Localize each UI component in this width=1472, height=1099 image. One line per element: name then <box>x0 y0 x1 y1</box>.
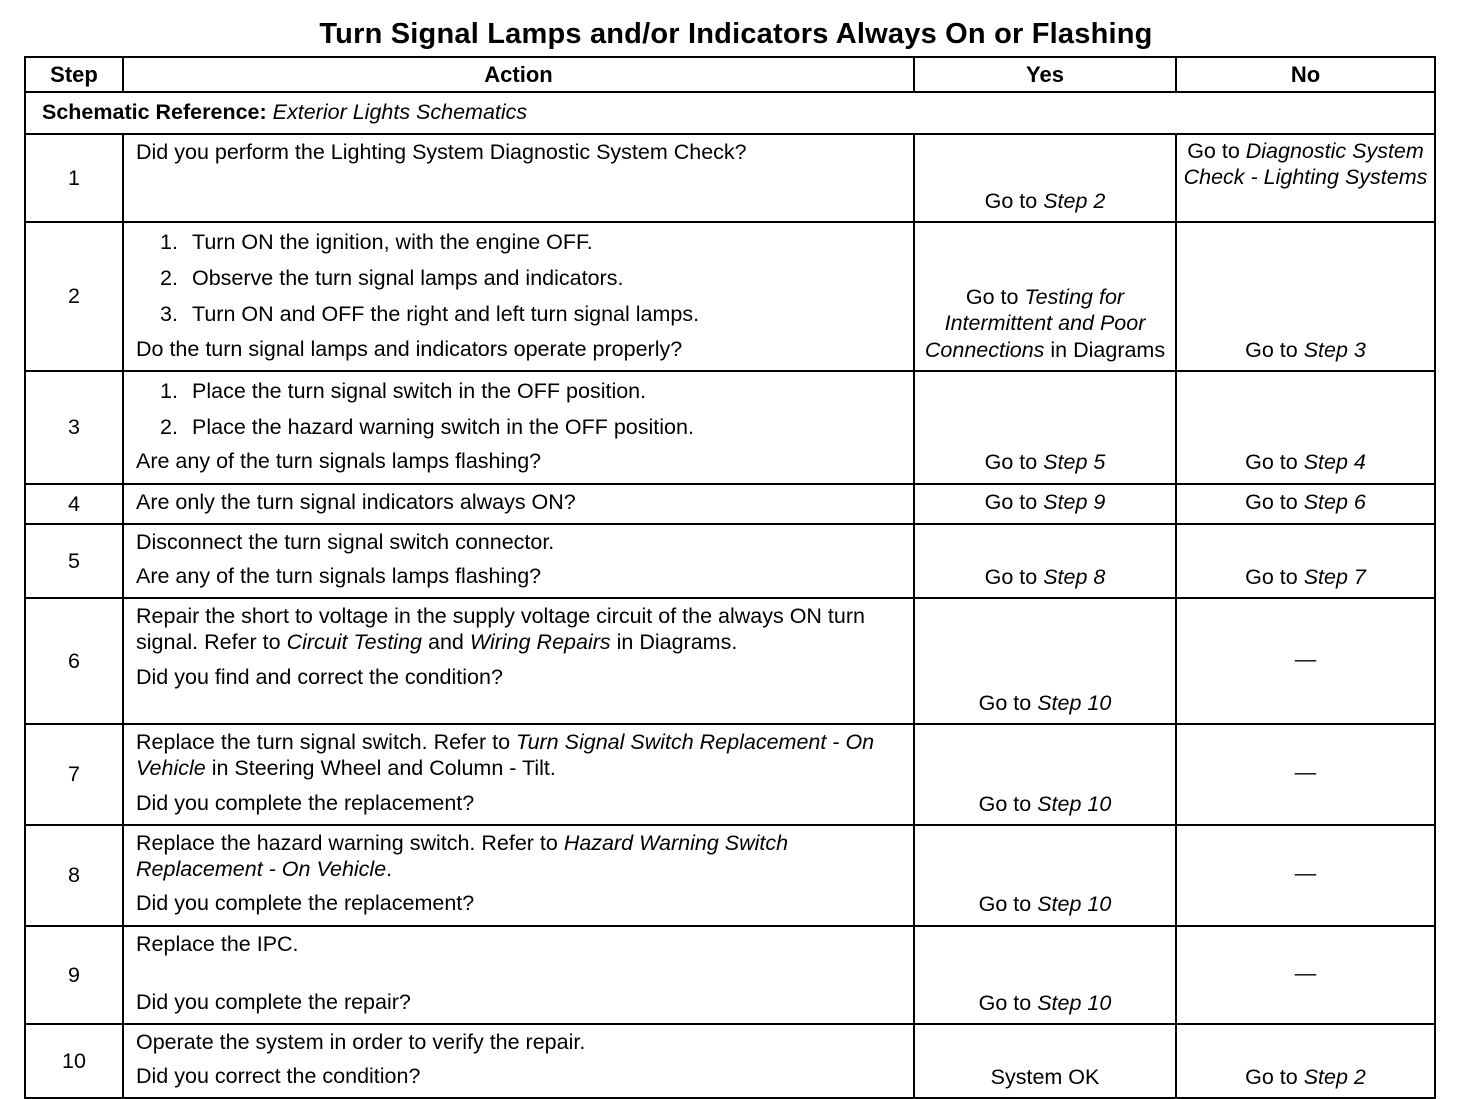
no-prefix: Go to <box>1245 337 1304 362</box>
yes-prefix: Go to <box>965 285 1025 310</box>
yes-cell <box>914 524 1176 598</box>
no-step-link[interactable]: Step 4 <box>1303 450 1366 475</box>
yes-prefix: Go to <box>978 990 1038 1015</box>
yes-step-link[interactable]: Step 5 <box>1043 450 1106 475</box>
table-row <box>25 134 1435 222</box>
table-row <box>25 926 1435 1024</box>
yes-prefix: Go to <box>978 892 1038 917</box>
action-instruction: Replace the hazard warning switch. Refer to Hazard Warning Switch Replacement - On Vehicle. <box>136 830 789 882</box>
schematic-reference-row <box>25 92 1435 134</box>
no-cell: — <box>1176 724 1435 825</box>
yes-prefix: Go to <box>984 489 1044 514</box>
yes-cell <box>914 724 1176 825</box>
action-instruction: Operate the system in order to verify the repair. <box>136 1029 586 1054</box>
yes-cell: System OK <box>914 1024 1176 1098</box>
no-step-link[interactable]: Step 2 <box>1303 1065 1366 1090</box>
action-cell <box>123 724 914 825</box>
action-cell <box>123 134 914 222</box>
no-cell <box>1176 1024 1435 1098</box>
yes-prefix: Go to <box>978 791 1038 816</box>
header-step: Step <box>25 57 123 92</box>
yes-step-link[interactable]: Step 10 <box>1037 690 1112 715</box>
wiring-repairs-link[interactable]: Wiring Repairs <box>469 630 611 655</box>
yes-step-link[interactable]: Step 10 <box>1037 990 1112 1015</box>
yes-cell <box>914 825 1176 926</box>
no-prefix: Go to <box>1245 489 1304 514</box>
action-cell <box>123 371 914 484</box>
no-cell <box>1176 371 1435 484</box>
no-step-link[interactable]: Diagnostic System Check - Lighting Systems <box>1183 139 1428 190</box>
no-prefix: Go to <box>1187 139 1246 163</box>
action-cell <box>123 222 914 371</box>
replacement-procedure-link[interactable]: Turn Signal Switch Replacement - On Vehicle <box>136 730 875 781</box>
yes-cell <box>914 598 1176 724</box>
no-prefix: Go to <box>1245 1065 1304 1090</box>
circuit-testing-link[interactable]: Circuit Testing <box>286 630 423 655</box>
action-question: Do the turn signal lamps and indicators operate properly? <box>136 336 683 361</box>
action-cell <box>123 926 914 1024</box>
step-number: 10 <box>25 1024 123 1098</box>
schematic-reference <box>25 92 1435 134</box>
yes-prefix: Go to <box>984 564 1044 589</box>
header-action: Action <box>123 57 914 92</box>
yes-cell <box>914 222 1176 371</box>
header-row <box>25 57 1435 92</box>
action-question: Did you complete the repair? <box>136 989 411 1014</box>
no-cell <box>1176 484 1435 524</box>
action-question: Did you perform the Lighting System Diagnostic System Check? <box>136 140 747 164</box>
step-number: 1 <box>25 134 123 222</box>
no-cell <box>1176 134 1435 222</box>
no-cell <box>1176 524 1435 598</box>
yes-cell <box>914 484 1176 524</box>
schematic-reference-link[interactable]: Exterior Lights Schematics <box>272 99 528 124</box>
yes-cell <box>914 134 1176 222</box>
action-question: Are any of the turn signals lamps flashing? <box>136 563 542 588</box>
yes-suffix: in Diagrams <box>1044 337 1166 362</box>
action-question: Did you complete the replacement? <box>136 790 475 815</box>
action-list-item: 3. Turn ON and OFF the right and left turn signal lamps. <box>160 302 700 327</box>
action-question: Did you find and correct the condition? <box>136 664 503 689</box>
no-prefix: Go to <box>1245 450 1304 475</box>
diagnostic-table <box>24 56 1436 1099</box>
action-list-item: 2. Observe the turn signal lamps and indicators. <box>160 266 624 291</box>
table-row <box>25 222 1435 371</box>
table-row <box>25 724 1435 825</box>
action-cell <box>123 1024 914 1098</box>
action-cell <box>123 484 914 524</box>
action-instruction: Repair the short to voltage in the supply voltage circuit of the always ON turn signal. Refer to Circuit Testing and Wiring Repairs in Diagrams. <box>136 604 865 655</box>
yes-prefix: Go to <box>984 450 1044 475</box>
page-title: Turn Signal Lamps and/or Indicators Always On or Flashing <box>319 18 1153 50</box>
action-question: Did you correct the condition? <box>136 1064 421 1089</box>
step-number: 3 <box>25 371 123 484</box>
table-row <box>25 825 1435 926</box>
action-instruction: Replace the IPC. <box>136 931 299 956</box>
header-yes: Yes <box>914 57 1176 92</box>
action-list-item: 1. Turn ON the ignition, with the engine OFF. <box>160 230 593 254</box>
step-number: 4 <box>25 484 123 524</box>
yes-prefix: Go to <box>978 690 1038 715</box>
step-number: 7 <box>25 724 123 825</box>
replacement-procedure-link[interactable]: Hazard Warning Switch Replacement - On Vehicle <box>136 830 789 882</box>
step-number: 6 <box>25 598 123 724</box>
action-question: Did you complete the replacement? <box>136 891 475 916</box>
no-cell: — <box>1176 825 1435 926</box>
action-cell <box>123 524 914 598</box>
action-cell <box>123 825 914 926</box>
no-step-link[interactable]: Step 3 <box>1303 337 1366 362</box>
yes-step-link[interactable]: Step 10 <box>1037 791 1112 816</box>
step-number: 9 <box>25 926 123 1024</box>
action-cell <box>123 598 914 724</box>
yes-cell <box>914 926 1176 1024</box>
table-row <box>25 598 1435 724</box>
action-list-item: 1. Place the turn signal switch in the OFF position. <box>160 378 647 403</box>
step-number: 8 <box>25 825 123 926</box>
header-no: No <box>1176 57 1435 92</box>
action-question: Are only the turn signal indicators always ON? <box>136 489 576 514</box>
yes-step-link[interactable]: Step 9 <box>1043 489 1106 514</box>
yes-reference-link[interactable]: Testing for Intermittent and Poor Connections <box>924 285 1146 362</box>
yes-step-link[interactable]: Step 2 <box>1043 188 1106 213</box>
no-step-link[interactable]: Step 6 <box>1303 489 1366 514</box>
action-question: Are any of the turn signals lamps flashing? <box>136 449 542 474</box>
action-instruction: Replace the turn signal switch. Refer to Turn Signal Switch Replacement - On Vehicle in Steering Wheel and Column - Tilt. <box>136 730 875 781</box>
yes-prefix: Go to <box>984 188 1044 213</box>
step-number: 2 <box>25 222 123 371</box>
action-list-item: 2. Place the hazard warning switch in the OFF position. <box>160 415 694 440</box>
no-cell: — <box>1176 926 1435 1024</box>
no-cell: — <box>1176 598 1435 724</box>
no-cell <box>1176 222 1435 371</box>
table-row <box>25 484 1435 524</box>
table-row <box>25 524 1435 598</box>
yes-cell <box>914 371 1176 484</box>
no-step-link[interactable]: Step 7 <box>1303 564 1366 589</box>
yes-step-link[interactable]: Step 8 <box>1043 564 1106 589</box>
schematic-reference-label: Schematic Reference: <box>42 99 267 124</box>
step-number: 5 <box>25 524 123 598</box>
yes-step-link[interactable]: Step 10 <box>1037 892 1112 917</box>
no-prefix: Go to <box>1245 564 1304 589</box>
table-row <box>25 371 1435 484</box>
action-instruction: Disconnect the turn signal switch connector. <box>136 529 555 554</box>
table-row <box>25 1024 1435 1098</box>
